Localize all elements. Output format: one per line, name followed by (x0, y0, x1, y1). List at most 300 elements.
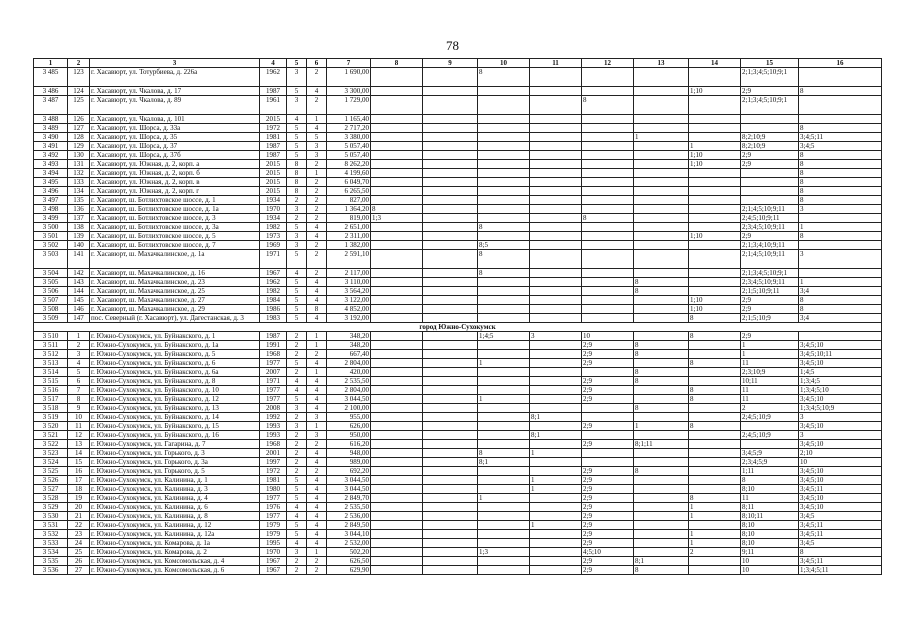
col-16-cell: 3;4;5;10 (799, 422, 882, 431)
col-10-cell (478, 512, 530, 521)
col-12-cell (582, 223, 634, 232)
col-13-cell: 1 (634, 133, 689, 142)
col-14-cell (689, 485, 741, 494)
address-cell: г. Хасавюрт, ул. Шорса, д. 35 (90, 133, 260, 142)
entrances-cell: 2 (307, 250, 327, 269)
col-14-cell (689, 178, 741, 187)
col-16-cell (799, 332, 882, 341)
year-built-cell: 1987 (260, 151, 287, 160)
year-built-cell: 1970 (260, 205, 287, 214)
floors-cell: 4 (287, 269, 307, 278)
record-number-cell: 3 492 (34, 151, 68, 160)
area-cell: 3 122,00 (327, 296, 371, 305)
floors-cell: 2 (287, 332, 307, 341)
col-16-cell: 8 (799, 548, 882, 557)
col-16-cell: 3;4;5;10 (799, 494, 882, 503)
local-number-cell: 17 (68, 476, 90, 485)
year-built-cell: 1993 (260, 431, 287, 440)
col-11-cell (530, 377, 582, 386)
col-13-cell (634, 359, 689, 368)
record-number-cell: 3 523 (34, 449, 68, 458)
col-12-cell: 8 (582, 214, 634, 223)
col-8-cell (371, 566, 423, 575)
col-11-cell (530, 187, 582, 196)
floors-cell: 5 (287, 359, 307, 368)
col-12-cell: 2;9 (582, 386, 634, 395)
col-14-cell (689, 250, 741, 269)
record-number-cell: 3 530 (34, 512, 68, 521)
col-16-cell (799, 241, 882, 250)
col-16-cell: 3;4;5;11 (799, 485, 882, 494)
col-9-cell (423, 503, 478, 512)
area-cell: 5 057,40 (327, 142, 371, 151)
col-9-cell (423, 232, 478, 241)
floors-cell: 2 (287, 214, 307, 223)
header-cell-1: 1 (34, 59, 68, 68)
year-built-cell: 1981 (260, 476, 287, 485)
col-13-cell (634, 476, 689, 485)
col-12-cell (582, 296, 634, 305)
floors-cell: 5 (287, 305, 307, 314)
col-8-cell (371, 377, 423, 386)
year-built-cell: 1987 (260, 332, 287, 341)
header-cell-13: 13 (634, 59, 689, 68)
local-number-cell: 124 (68, 87, 90, 96)
entrances-cell: 1 (307, 169, 327, 178)
col-16-cell: 3;4;5;10;11 (799, 350, 882, 359)
col-12-cell: 2;9 (582, 377, 634, 386)
year-built-cell: 2015 (260, 187, 287, 196)
floors-cell: 2 (287, 458, 307, 467)
col-15-cell: 2;4;5;10;9 (741, 431, 799, 440)
col-9-cell (423, 566, 478, 575)
col-16-cell: 3;4;5;10 (799, 359, 882, 368)
col-9-cell (423, 296, 478, 305)
col-8-cell (371, 160, 423, 169)
local-number-cell: 135 (68, 196, 90, 205)
area-cell: 3 564,20 (327, 287, 371, 296)
col-16-cell: 1;3;4;5;10 (799, 386, 882, 395)
col-16-cell: 8 (799, 151, 882, 160)
floors-cell: 5 (287, 296, 307, 305)
floors-cell: 2 (287, 557, 307, 566)
year-built-cell: 1977 (260, 386, 287, 395)
col-12-cell: 2;9 (582, 422, 634, 431)
table-row (34, 539, 882, 548)
col-11-cell (530, 458, 582, 467)
entrances-cell: 4 (307, 296, 327, 305)
floors-cell: 2 (287, 431, 307, 440)
table-row (34, 169, 882, 178)
area-cell: 989,00 (327, 458, 371, 467)
local-number-cell: 24 (68, 539, 90, 548)
col-9-cell (423, 269, 478, 278)
floors-cell: 3 (287, 96, 307, 115)
col-14-cell (689, 431, 741, 440)
col-11-cell (530, 196, 582, 205)
year-built-cell: 1934 (260, 196, 287, 205)
col-10-cell (478, 187, 530, 196)
address-cell: г. Хасавюрт, ул. Южная, д. 2, корп. в (90, 178, 260, 187)
table-row (34, 314, 882, 323)
col-8-cell (371, 467, 423, 476)
local-number-cell: 128 (68, 133, 90, 142)
area-cell: 1 364,20 (327, 205, 371, 214)
col-11-cell: 8;1 (530, 431, 582, 440)
address-cell: г. Южно-Сухокумск, ул. Горького, д. 3а (90, 458, 260, 467)
col-16-cell: 3 (799, 431, 882, 440)
col-15-cell: 8;2;10;9 (741, 133, 799, 142)
col-13-cell (634, 232, 689, 241)
col-9-cell (423, 548, 478, 557)
col-9-cell (423, 133, 478, 142)
col-14-cell (689, 214, 741, 223)
col-10-cell (478, 422, 530, 431)
address-cell: г. Южно-Сухокумск, ул. Калинина, д. 1 (90, 476, 260, 485)
year-built-cell: 1977 (260, 395, 287, 404)
entrances-cell: 4 (307, 449, 327, 458)
entrances-cell: 4 (307, 539, 327, 548)
entrances-cell: 1 (307, 115, 327, 124)
col-12-cell: 2;9 (582, 341, 634, 350)
col-16-cell: 3;4;5;10 (799, 467, 882, 476)
col-9-cell (423, 476, 478, 485)
table-row (34, 548, 882, 557)
floors-cell: 3 (287, 422, 307, 431)
entrances-cell: 4 (307, 287, 327, 296)
col-10-cell (478, 485, 530, 494)
col-12-cell: 2;9 (582, 512, 634, 521)
col-12-cell (582, 124, 634, 133)
col-12-cell: 2;9 (582, 350, 634, 359)
entrances-cell: 1 (307, 368, 327, 377)
entrances-cell: 4 (307, 278, 327, 287)
table-row (34, 68, 882, 87)
housing-register-table (33, 58, 882, 575)
record-number-cell: 3 508 (34, 305, 68, 314)
col-13-cell (634, 521, 689, 530)
col-9-cell (423, 467, 478, 476)
area-cell: 348,20 (327, 341, 371, 350)
year-built-cell: 1962 (260, 68, 287, 87)
col-12-cell (582, 250, 634, 269)
col-12-cell: 2;9 (582, 566, 634, 575)
floors-cell: 4 (287, 386, 307, 395)
local-number-cell: 140 (68, 241, 90, 250)
col-14-cell (689, 169, 741, 178)
col-15-cell: 2;9 (741, 332, 799, 341)
col-10-cell (478, 341, 530, 350)
entrances-cell: 4 (307, 404, 327, 413)
col-12-cell (582, 278, 634, 287)
area-cell: 1 690,00 (327, 68, 371, 87)
col-16-cell: 3;4;5;11 (799, 133, 882, 142)
col-9-cell (423, 368, 478, 377)
col-11-cell: 8;1 (530, 413, 582, 422)
entrances-cell: 2 (307, 269, 327, 278)
col-8-cell (371, 241, 423, 250)
header-cell-11: 11 (530, 59, 582, 68)
floors-cell: 2 (287, 566, 307, 575)
table-row (34, 269, 882, 278)
col-11-cell (530, 512, 582, 521)
address-cell: г. Южно-Сухокумск, ул. Комсомольская, д. 6 (90, 566, 260, 575)
floors-cell: 5 (287, 223, 307, 232)
col-16-cell: 1;3;4;5 (799, 377, 882, 386)
col-14-cell (689, 404, 741, 413)
floors-cell: 3 (287, 241, 307, 250)
area-cell: 3 044,50 (327, 485, 371, 494)
record-number-cell: 3 524 (34, 458, 68, 467)
col-15-cell: 3;4;5;9 (741, 449, 799, 458)
local-number-cell: 137 (68, 214, 90, 223)
entrances-cell: 2 (307, 205, 327, 214)
col-10-cell (478, 205, 530, 214)
col-16-cell: 8 (799, 124, 882, 133)
local-number-cell: 141 (68, 250, 90, 269)
area-cell: 6 265,50 (327, 187, 371, 196)
record-number-cell: 3 507 (34, 296, 68, 305)
entrances-cell: 2 (307, 467, 327, 476)
table-row (34, 178, 882, 187)
floors-cell: 5 (287, 278, 307, 287)
col-14-cell (689, 68, 741, 87)
record-number-cell: 3 494 (34, 169, 68, 178)
col-8-cell (371, 539, 423, 548)
local-number-cell: 16 (68, 467, 90, 476)
col-11-cell: 1 (530, 521, 582, 530)
col-13-cell: 8 (634, 368, 689, 377)
record-number-cell: 3 485 (34, 68, 68, 87)
area-cell: 2 532,00 (327, 539, 371, 548)
entrances-cell: 8 (307, 305, 327, 314)
floors-cell: 8 (287, 160, 307, 169)
col-15-cell: 2;9 (741, 305, 799, 314)
col-12-cell: 2;9 (582, 485, 634, 494)
address-cell: г. Южно-Сухокумск, ул. Калинина, д. 12 (90, 521, 260, 530)
header-cell-10: 10 (478, 59, 530, 68)
col-11-cell: 1 (530, 485, 582, 494)
col-14-cell: 1;10 (689, 160, 741, 169)
table-row (34, 250, 882, 269)
col-14-cell (689, 187, 741, 196)
local-number-cell: 132 (68, 169, 90, 178)
col-10-cell (478, 413, 530, 422)
col-15-cell: 8;10 (741, 539, 799, 548)
table-row (34, 96, 882, 115)
col-9-cell (423, 223, 478, 232)
address-cell: г. Хасавюрт, ул. Шорса, д. 37 (90, 142, 260, 151)
col-13-cell (634, 314, 689, 323)
col-10-cell (478, 368, 530, 377)
local-number-cell: 18 (68, 485, 90, 494)
col-9-cell (423, 96, 478, 115)
floors-cell: 5 (287, 142, 307, 151)
year-built-cell: 1992 (260, 413, 287, 422)
col-14-cell (689, 458, 741, 467)
col-12-cell (582, 196, 634, 205)
col-13-cell: 8 (634, 287, 689, 296)
col-8-cell: 1;3 (371, 214, 423, 223)
local-number-cell: 131 (68, 160, 90, 169)
table-row (34, 476, 882, 485)
col-11-cell (530, 160, 582, 169)
col-15-cell (741, 169, 799, 178)
table-row (34, 386, 882, 395)
col-9-cell (423, 512, 478, 521)
table-row (34, 142, 882, 151)
entrances-cell: 4 (307, 458, 327, 467)
year-built-cell: 1986 (260, 305, 287, 314)
col-15-cell (741, 196, 799, 205)
local-number-cell: 5 (68, 368, 90, 377)
header-cell-8: 8 (371, 59, 423, 68)
floors-cell: 2 (287, 413, 307, 422)
table-row (34, 413, 882, 422)
col-15-cell: 2 (741, 404, 799, 413)
col-8-cell (371, 530, 423, 539)
col-14-cell: 1;10 (689, 296, 741, 305)
col-10-cell (478, 314, 530, 323)
col-11-cell (530, 314, 582, 323)
col-13-cell: 8 (634, 278, 689, 287)
year-built-cell: 1997 (260, 458, 287, 467)
col-8-cell (371, 287, 423, 296)
floors-cell: 4 (287, 377, 307, 386)
entrances-cell: 3 (307, 413, 327, 422)
col-12-cell: 2;9 (582, 476, 634, 485)
record-number-cell: 3 518 (34, 404, 68, 413)
year-built-cell: 1982 (260, 223, 287, 232)
address-cell: г. Хасавюрт, ш. Ботлихтовское шоссе, д. 1 (90, 196, 260, 205)
table-row (34, 512, 882, 521)
address-cell: г. Южно-Сухокумск, ул. Буйнакского, д. 6а (90, 368, 260, 377)
col-16-cell: 8 (799, 305, 882, 314)
col-9-cell (423, 431, 478, 440)
entrances-cell: 3 (307, 142, 327, 151)
entrances-cell: 1 (307, 332, 327, 341)
col-13-cell (634, 87, 689, 96)
col-10-cell (478, 377, 530, 386)
col-12-cell (582, 413, 634, 422)
local-number-cell: 20 (68, 503, 90, 512)
local-number-cell: 145 (68, 296, 90, 305)
col-9-cell (423, 485, 478, 494)
local-number-cell: 133 (68, 178, 90, 187)
entrances-cell: 4 (307, 530, 327, 539)
record-number-cell: 3 517 (34, 395, 68, 404)
local-number-cell: 143 (68, 278, 90, 287)
col-12-cell: 2;9 (582, 359, 634, 368)
record-number-cell: 3 490 (34, 133, 68, 142)
col-12-cell (582, 458, 634, 467)
col-15-cell (741, 422, 799, 431)
col-12-cell (582, 241, 634, 250)
address-cell: г. Хасавюрт, ш. Махачкалинское, д. 1а (90, 250, 260, 269)
floors-cell: 8 (287, 169, 307, 178)
col-14-cell: 8 (689, 314, 741, 323)
col-16-cell: 3;4;5;11 (799, 530, 882, 539)
col-10-cell: 1;3 (478, 548, 530, 557)
col-12-cell (582, 151, 634, 160)
col-13-cell: 8 (634, 377, 689, 386)
col-11-cell: 1 (530, 476, 582, 485)
col-11-cell (530, 368, 582, 377)
col-11-cell (530, 133, 582, 142)
col-12-cell: 2;9 (582, 521, 634, 530)
col-11-cell (530, 539, 582, 548)
col-12-cell (582, 160, 634, 169)
col-15-cell: 2;3;4;5;10;9;11 (741, 223, 799, 232)
address-cell: г. Южно-Сухокумск, ул. Буйнакского, д. 5 (90, 350, 260, 359)
col-14-cell (689, 440, 741, 449)
table-row (34, 422, 882, 431)
col-13-cell (634, 386, 689, 395)
record-number-cell: 3 503 (34, 250, 68, 269)
col-13-cell (634, 160, 689, 169)
table-row (34, 115, 882, 124)
col-13-cell (634, 96, 689, 115)
col-15-cell: 2;3;4;5;9 (741, 458, 799, 467)
table-row (34, 359, 882, 368)
col-11-cell (530, 404, 582, 413)
col-16-cell: 1 (799, 223, 882, 232)
col-8-cell (371, 512, 423, 521)
address-cell: г. Южно-Сухокумск, ул. Комсомольская, д. 4 (90, 557, 260, 566)
entrances-cell: 4 (307, 512, 327, 521)
floors-cell: 3 (287, 232, 307, 241)
table-row (34, 278, 882, 287)
area-cell: 2 535,50 (327, 377, 371, 386)
record-number-cell: 3 529 (34, 503, 68, 512)
col-9-cell (423, 124, 478, 133)
col-8-cell (371, 115, 423, 124)
area-cell: 8 262,20 (327, 160, 371, 169)
col-8-cell (371, 440, 423, 449)
table-row (34, 485, 882, 494)
table-row (34, 287, 882, 296)
col-13-cell: 8 (634, 350, 689, 359)
record-number-cell: 3 489 (34, 124, 68, 133)
section-row (34, 323, 882, 332)
record-number-cell: 3 513 (34, 359, 68, 368)
floors-cell: 2 (287, 196, 307, 205)
col-16-cell: 3;4;5;10 (799, 503, 882, 512)
floors-cell: 5 (287, 530, 307, 539)
col-8-cell (371, 548, 423, 557)
col-12-cell (582, 232, 634, 241)
col-12-cell (582, 431, 634, 440)
col-10-cell (478, 278, 530, 287)
col-13-cell (634, 178, 689, 187)
col-12-cell (582, 142, 634, 151)
col-15-cell (741, 187, 799, 196)
address-cell: г. Южно-Сухокумск, ул. Калинина, д. 4 (90, 494, 260, 503)
col-14-cell: 8 (689, 494, 741, 503)
col-9-cell (423, 386, 478, 395)
col-13-cell (634, 196, 689, 205)
col-10-cell (478, 87, 530, 96)
col-15-cell: 8;10 (741, 485, 799, 494)
col-15-cell: 8;11 (741, 503, 799, 512)
col-10-cell: 8 (478, 250, 530, 269)
address-cell: г. Южно-Сухокумск, ул. Калинина, д. 8 (90, 512, 260, 521)
floors-cell: 5 (287, 250, 307, 269)
col-12-cell (582, 133, 634, 142)
local-number-cell: 136 (68, 205, 90, 214)
year-built-cell: 1979 (260, 521, 287, 530)
col-14-cell: 1;10 (689, 305, 741, 314)
